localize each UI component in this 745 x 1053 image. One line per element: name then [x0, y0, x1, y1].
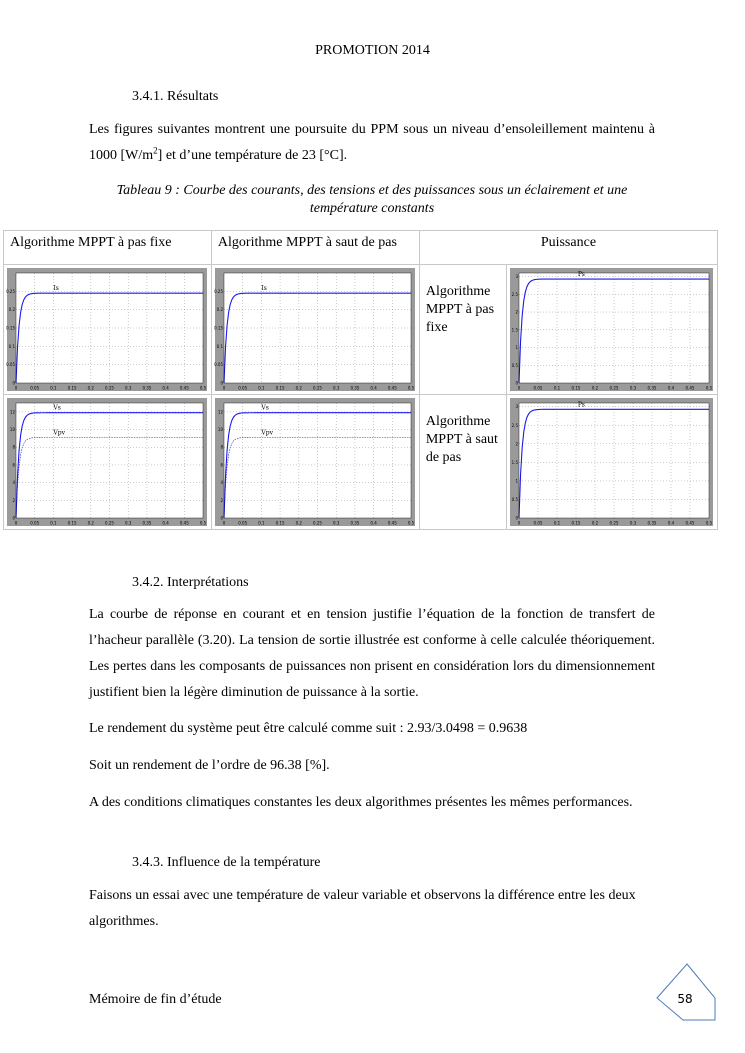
x-tick-label: 0.4 — [162, 520, 169, 526]
x-tick-label: 0.15 — [275, 520, 285, 526]
y-tick-label: 6 — [12, 462, 15, 468]
y-tick-label: 0 — [220, 380, 223, 386]
footer-title: Mémoire de fin d’étude — [89, 992, 222, 1007]
y-tick-label: 0 — [515, 380, 519, 386]
x-tick-label: 0 — [14, 385, 18, 391]
x-tick-label: 0.25 — [312, 520, 322, 526]
intro-superscript: 2 — [153, 145, 158, 156]
current-series-label: Is — [261, 285, 267, 293]
y-tick-label: 1.5 — [511, 459, 519, 465]
y-tick-label: 0.1 — [8, 343, 15, 349]
x-tick-label: 0.3 — [629, 385, 637, 391]
y-tick-label: 0.25 — [214, 288, 223, 294]
voltage-plot-variable-step — [215, 398, 415, 526]
temperature-paragraph: Faisons un essai avec une température de valeur variable et observons la différence entre les deux algorithmes. — [89, 888, 636, 929]
y-tick-label: 0.25 — [6, 288, 15, 294]
y-tick-label: 0.5 — [511, 496, 519, 502]
table-row — [4, 265, 718, 395]
x-tick-label: 0.5 — [407, 385, 415, 391]
y-tick-label: 0.05 — [6, 362, 15, 368]
y-tick-label: 0.2 — [216, 307, 223, 313]
power-series-label: Ps — [577, 271, 585, 279]
current-plot-fixed-step — [7, 268, 207, 391]
x-tick-label: 0.5 — [705, 520, 713, 526]
y-tick-label: 2.5 — [511, 422, 519, 428]
x-tick-label: 0.25 — [312, 385, 322, 391]
y-tick-label: 2 — [12, 497, 15, 503]
y-tick-label: 0.5 — [511, 362, 519, 368]
interpretation-conclusion: A des conditions climatiques constantes les deux algorithmes présentes les mêmes performances. — [89, 795, 633, 810]
x-tick-label: 0.3 — [125, 520, 132, 526]
x-tick-label: 0.25 — [609, 520, 619, 526]
header-variable-step: Algorithme MPPT à saut de pas — [211, 231, 419, 265]
x-tick-label: 0.2 — [87, 520, 94, 526]
x-tick-label: 0.1 — [553, 385, 561, 391]
x-tick-label: 0.3 — [125, 385, 132, 391]
efficiency-calculation: Le rendement du système peut être calculé comme suit : 2.93/3.0498 = 0.9638 — [89, 721, 528, 736]
x-tick-label: 0.1 — [553, 520, 561, 526]
x-tick-label: 0.15 — [571, 520, 581, 526]
current-plot-variable-step — [215, 268, 415, 391]
y-tick-label: 8 — [220, 444, 223, 450]
y-tick-label: 2 — [220, 497, 223, 503]
x-tick-label: 0.35 — [350, 520, 360, 526]
table-row — [4, 395, 718, 530]
x-tick-label: 0.15 — [275, 385, 285, 391]
x-tick-label: 0.25 — [105, 385, 114, 391]
x-tick-label: 0 — [222, 385, 226, 391]
output-voltage-label: Vs — [53, 404, 61, 412]
table-header-row — [4, 231, 718, 265]
x-tick-label: 0.45 — [685, 520, 695, 526]
x-tick-label: 0.3 — [629, 520, 637, 526]
x-tick-label: 0.05 — [533, 385, 543, 391]
x-tick-label: 0.5 — [407, 520, 415, 526]
y-tick-label: 12 — [217, 409, 223, 415]
x-tick-label: 0.25 — [609, 385, 619, 391]
y-tick-label: 4 — [12, 480, 15, 486]
x-tick-label: 0.2 — [591, 520, 599, 526]
voltage-plot-fixed-step — [7, 398, 207, 526]
y-tick-label: 4 — [220, 480, 223, 486]
power-series-label: Ps — [577, 401, 585, 409]
y-tick-label: 1.5 — [511, 327, 519, 333]
section-heading-temperature: 3.4.3. Influence de la température — [132, 855, 321, 870]
intro-paragraph — [89, 117, 655, 169]
x-tick-label: 0.5 — [705, 385, 713, 391]
x-tick-label: 0.45 — [179, 385, 189, 391]
y-tick-label: 0.15 — [6, 325, 15, 331]
power-plot-variable-step — [510, 398, 713, 526]
x-tick-label: 0.35 — [142, 520, 152, 526]
x-tick-label: 0.1 — [258, 385, 265, 391]
pv-voltage-label: Vpv — [261, 429, 273, 437]
x-tick-label: 0.5 — [199, 385, 207, 391]
y-tick-label: 8 — [12, 444, 15, 450]
x-tick-label: 0.05 — [30, 520, 40, 526]
x-tick-label: 0 — [222, 520, 226, 526]
y-tick-label: 10 — [9, 427, 15, 433]
table-caption: Tableau 9 : Courbe des courants, des tensions et des puissances sous un éclairement et une température constants — [116, 183, 628, 216]
plot-cell — [507, 395, 718, 530]
x-tick-label: 0.2 — [591, 385, 599, 391]
x-tick-label: 0 — [517, 385, 521, 391]
x-tick-label: 0.2 — [87, 385, 94, 391]
x-tick-label: 0.35 — [647, 385, 657, 391]
plot-cell — [507, 265, 718, 395]
plot-cell — [211, 265, 419, 395]
y-tick-label: 0 — [220, 515, 223, 521]
output-voltage-label: Vs — [261, 404, 269, 412]
x-tick-label: 0.45 — [685, 385, 695, 391]
page-header: PROMOTION 2014 — [315, 43, 430, 58]
y-tick-label: 1 — [515, 345, 519, 351]
x-tick-label: 0.4 — [370, 520, 377, 526]
x-tick-label: 0.3 — [332, 520, 340, 526]
y-tick-label: 0.05 — [214, 362, 223, 368]
x-tick-label: 0.45 — [387, 520, 397, 526]
x-tick-label: 0.2 — [295, 385, 302, 391]
x-tick-label: 0.05 — [30, 385, 40, 391]
plot-cell — [4, 265, 212, 395]
x-tick-label: 0.1 — [50, 520, 57, 526]
x-tick-label: 0.4 — [667, 385, 675, 391]
intro-text: Les figures suivantes montrent une poursuite du PPM sous un niveau d’ensoleillement maintenu à 1000 [W/m — [89, 122, 655, 163]
x-tick-label: 0.15 — [67, 385, 77, 391]
x-tick-label: 0.15 — [67, 520, 77, 526]
x-tick-label: 0.1 — [258, 520, 265, 526]
x-tick-label: 0.45 — [387, 385, 397, 391]
x-tick-label: 0.05 — [533, 520, 543, 526]
x-tick-label: 0.4 — [667, 520, 675, 526]
x-tick-label: 0.5 — [199, 520, 207, 526]
x-tick-label: 0.4 — [162, 385, 169, 391]
y-tick-label: 0 — [12, 380, 15, 386]
plot-cell — [4, 395, 212, 530]
y-tick-label: 2 — [515, 441, 519, 447]
x-tick-label: 0.05 — [238, 385, 248, 391]
section-heading-results: 3.4.1. Résultats — [132, 89, 219, 104]
pv-voltage-label: Vpv — [53, 429, 65, 437]
x-tick-label: 0.45 — [179, 520, 189, 526]
y-tick-label: 3 — [515, 274, 519, 280]
y-tick-label: 1 — [515, 478, 519, 484]
x-tick-label: 0.2 — [295, 520, 302, 526]
x-tick-label: 0.25 — [105, 520, 114, 526]
x-tick-label: 0.3 — [332, 385, 340, 391]
x-tick-label: 0.05 — [238, 520, 248, 526]
y-tick-label: 0.15 — [214, 325, 223, 331]
power-plot-fixed-step — [510, 268, 713, 391]
y-tick-label: 6 — [220, 462, 223, 468]
x-tick-label: 0 — [14, 520, 18, 526]
x-tick-label: 0.35 — [142, 385, 152, 391]
y-tick-label: 0.2 — [8, 307, 15, 313]
x-tick-label: 0.35 — [350, 385, 360, 391]
efficiency-result: Soit un rendement de l’ordre de 96.38 [%]. — [89, 758, 330, 773]
y-tick-label: 2 — [515, 309, 519, 315]
y-tick-label: 0 — [12, 515, 15, 521]
interpretation-paragraph-1: La courbe de réponse en courant et en tension justifie l’équation de la fonction de transfert de l’hacheur parallèle (3.20). La tension de sortie illustrée est conforme à celle calculée théoriquement. Les pertes dans les composants de puissances non prisent en considération lors du dimensionnement justifient bien la légère diminution de puissance à la sortie. — [89, 607, 655, 700]
header-fixed-step: Algorithme MPPT à pas fixe — [4, 231, 212, 265]
page-number-badge — [655, 962, 717, 1024]
y-tick-label: 10 — [217, 427, 223, 433]
x-tick-label: 0.15 — [571, 385, 581, 391]
page-number: 58 — [677, 992, 693, 1006]
current-series-label: Is — [53, 285, 59, 293]
y-tick-label: 12 — [9, 409, 15, 415]
row-label-variable-step: Algorithme MPPT à saut de pas — [419, 395, 506, 530]
header-power: Puissance — [419, 231, 717, 265]
x-tick-label: 0.4 — [370, 385, 377, 391]
x-tick-label: 0 — [517, 520, 521, 526]
y-tick-label: 0 — [515, 515, 519, 521]
y-tick-label: 2.5 — [511, 291, 519, 297]
x-tick-label: 0.1 — [50, 385, 57, 391]
row-label-fixed-step: Algorithme MPPT à pas fixe — [419, 265, 506, 395]
y-tick-label: 3 — [515, 404, 519, 410]
y-tick-label: 0.1 — [216, 343, 223, 349]
x-tick-label: 0.35 — [647, 520, 657, 526]
results-table — [3, 230, 718, 530]
section-heading-interpretations: 3.4.2. Interprétations — [132, 575, 249, 590]
intro-text-end: ] et d’une température de 23 [°C]. — [157, 148, 348, 163]
plot-cell — [211, 395, 419, 530]
